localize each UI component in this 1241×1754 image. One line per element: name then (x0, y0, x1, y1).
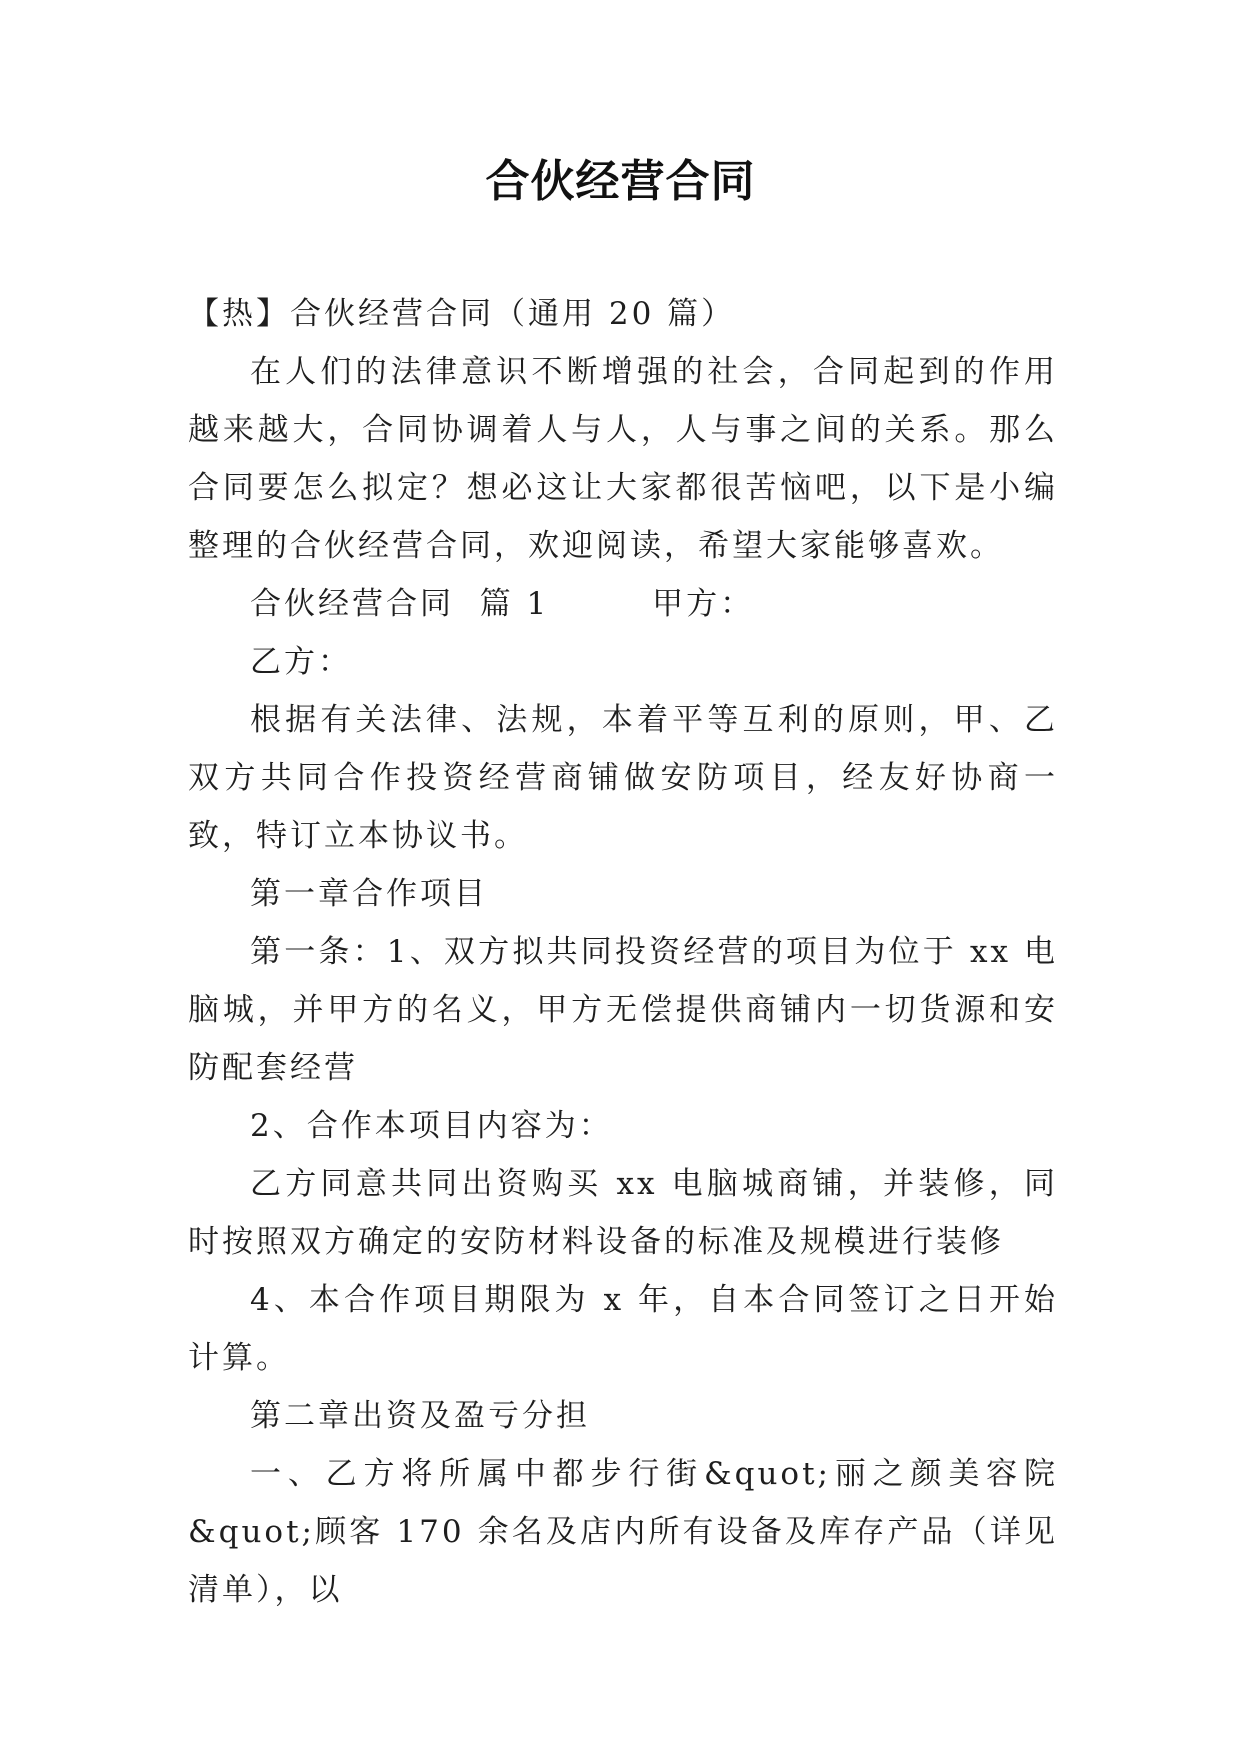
paragraph-clause-1: 一、乙方将所属中都步行街&quot;丽之颜美容院&quot;顾客 170 余名及店内所有设备及库存产品（详见清单），以 (188, 1456, 1058, 1608)
paragraph-chapter-2: 第二章出资及盈亏分担 (250, 1398, 590, 1434)
paragraph-heading-line: 【热】合伙经营合同（通用 20 篇） (188, 296, 736, 332)
paragraph-party-b-investment: 乙方同意共同出资购买 xx 电脑城商铺，并装修，同时按照双方确定的安防材料设备的标准及规模进行装修 (188, 1166, 1058, 1260)
paragraph-intro: 在人们的法律意识不断增强的社会，合同起到的作用越来越大，合同协调着人与人，人与事之间的关系。那么合同要怎么拟定？想必这让大家都很苦恼吧，以下是小编整理的合伙经营合同，欢迎阅读，希望大家能够喜欢。 (188, 354, 1058, 564)
paragraph-basis: 根据有关法律、法规，本着平等互利的原则，甲、乙双方共同合作投资经营商铺做安防项目，经友好协商一致，特订立本协议书。 (188, 702, 1058, 854)
paragraph-article-1: 第一条：1、双方拟共同投资经营的项目为位于 xx 电脑城，并甲方的名义，甲方无偿提供商铺内一切货源和安防配套经营 (188, 934, 1058, 1086)
paragraph-part-1-party-a: 合伙经营合同 篇 1 甲方： (250, 586, 755, 622)
document-title: 合伙经营合同 (485, 156, 756, 207)
paragraph-party-b: 乙方： (250, 644, 352, 680)
paragraph-chapter-1: 第一章合作项目 (250, 876, 488, 912)
document-body (188, 285, 1058, 1619)
paragraph-item-4: 4、本合作项目期限为 x 年，自本合同签订之日开始计算。 (188, 1282, 1058, 1376)
paragraph-item-2: 2、合作本项目内容为： (250, 1108, 613, 1144)
